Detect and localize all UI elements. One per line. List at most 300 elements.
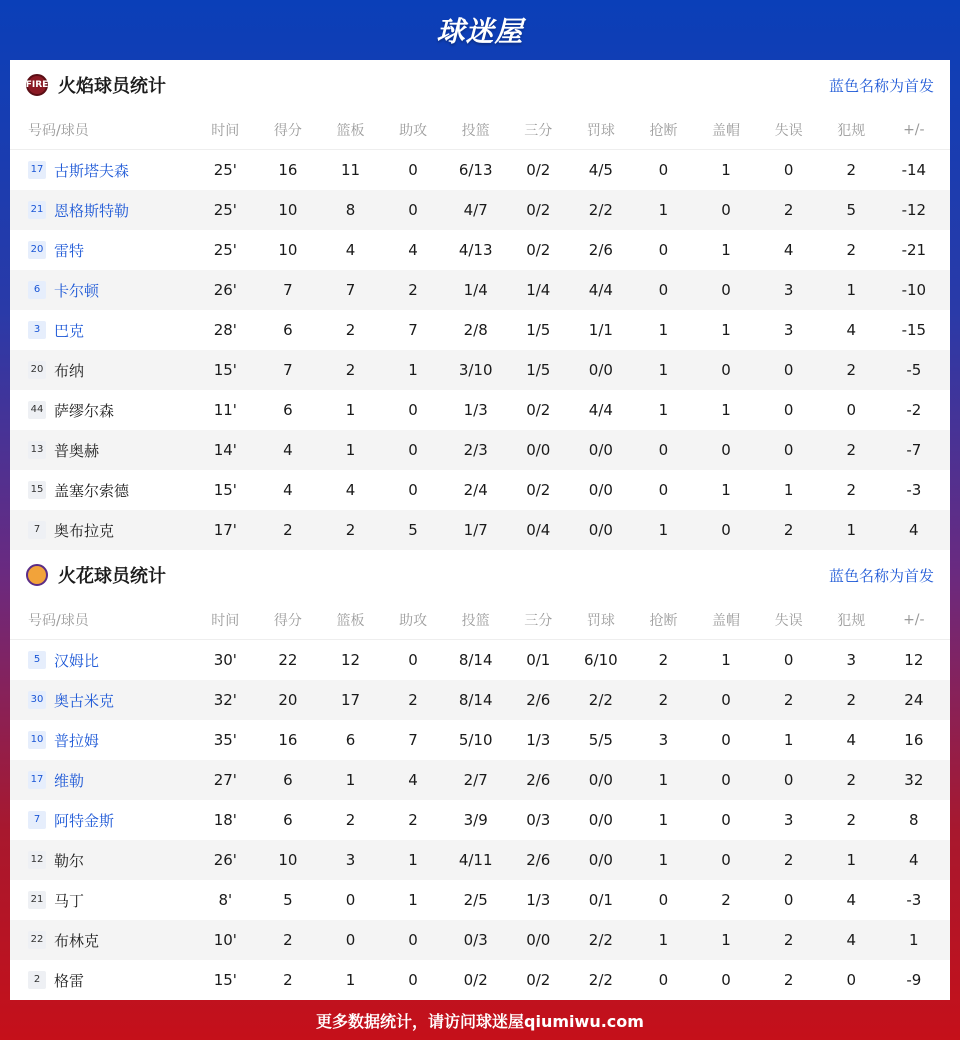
stat-cell: 1 <box>408 361 418 379</box>
site-logo: 球迷屋 <box>436 15 524 48</box>
stat-cell: 2/4 <box>463 481 488 499</box>
player-cell[interactable] <box>10 400 194 421</box>
stat-cell: 0/0 <box>526 931 551 949</box>
stat-cell: 12 <box>904 651 924 669</box>
column-header: 篮板 <box>336 122 365 139</box>
stat-cell: 0 <box>721 811 731 829</box>
stat-cell: -10 <box>901 281 927 299</box>
team-section-sparks <box>10 550 950 1000</box>
stat-cell: 16 <box>278 161 298 179</box>
player-cell[interactable] <box>10 520 194 541</box>
stat-cell: 1 <box>408 851 418 869</box>
player-row[interactable] <box>10 510 950 550</box>
stat-cell: 0 <box>408 201 418 219</box>
stat-cell: 1 <box>721 401 731 419</box>
stat-cell: 0 <box>783 771 794 789</box>
stat-cell: 0 <box>408 401 418 419</box>
stat-cell: 2 <box>846 241 856 259</box>
stat-cell: 32 <box>904 771 924 789</box>
stat-cell: 5/10 <box>458 731 493 749</box>
player-name-link[interactable]: 雷特 <box>54 241 85 260</box>
column-header: +/- <box>903 611 925 628</box>
stat-cell: 0 <box>658 481 669 499</box>
player-row[interactable] <box>10 470 950 510</box>
stat-cell: 30' <box>213 651 237 669</box>
stat-cell: 0 <box>345 931 356 949</box>
column-header: 罚球 <box>586 612 615 629</box>
column-header: 抢断 <box>649 122 678 139</box>
stat-cell: 2 <box>658 691 669 709</box>
stat-cell: 0/0 <box>588 811 613 829</box>
player-row[interactable] <box>10 390 950 430</box>
stat-cell: 1 <box>658 811 669 829</box>
player-row[interactable] <box>10 920 950 960</box>
stat-cell: 4 <box>283 441 293 459</box>
stat-cell: 1/4 <box>463 281 488 299</box>
stat-cell: 8 <box>345 201 356 219</box>
player-row[interactable] <box>10 800 950 840</box>
stat-cell: 12 <box>340 651 361 669</box>
stat-cell: 4 <box>846 321 856 339</box>
stat-cell: 5 <box>846 201 856 219</box>
stat-cell: 3 <box>783 321 794 339</box>
stat-cell: 2 <box>846 691 856 709</box>
stat-cell: 0/2 <box>526 401 551 419</box>
player-cell[interactable] <box>10 240 194 261</box>
table-header-row <box>10 600 950 640</box>
stat-cell: -3 <box>906 481 922 499</box>
jersey-number-badge: 2 <box>28 971 46 989</box>
player-name-link[interactable]: 奥古米克 <box>54 691 115 710</box>
stat-cell: 0/2 <box>526 971 551 989</box>
stat-cell: -12 <box>901 201 927 219</box>
stat-cell: 20 <box>278 691 298 709</box>
stat-cell: 8 <box>909 811 919 829</box>
footer-banner[interactable]: 更多数据统计，请访问球迷屋qiumiwu.com <box>316 1011 644 1031</box>
stat-cell: 26' <box>213 851 237 869</box>
stat-cell: 0 <box>408 651 418 669</box>
stat-cell: -2 <box>906 401 922 419</box>
stat-cell: 0 <box>721 281 731 299</box>
stat-cell: 0 <box>658 161 669 179</box>
stat-cell: 32' <box>213 691 237 709</box>
stat-cell: 0/1 <box>588 891 613 909</box>
jersey-number-badge: 21 <box>28 201 46 219</box>
stat-cell: 2/6 <box>526 691 551 709</box>
player-row[interactable] <box>10 230 950 270</box>
stat-cell: 1/4 <box>526 281 551 299</box>
stat-cell: 2 <box>408 691 418 709</box>
stat-cell: 0/0 <box>588 361 613 379</box>
stat-cell: 18' <box>213 811 237 829</box>
player-cell[interactable] <box>10 280 194 301</box>
stat-cell: 7 <box>408 321 418 339</box>
stat-cell: 4 <box>909 851 919 869</box>
stat-cell: 0/3 <box>463 931 488 949</box>
stat-cell: 1/5 <box>526 361 551 379</box>
stat-cell: 11' <box>213 401 237 419</box>
player-cell[interactable] <box>10 690 194 711</box>
stat-cell: 14' <box>213 441 237 459</box>
stat-cell: 1 <box>658 851 669 869</box>
stat-cell: 2 <box>283 521 293 539</box>
stat-cell: 1 <box>658 201 669 219</box>
jersey-number-badge: 20 <box>28 241 46 259</box>
stat-cell: 1/3 <box>526 891 551 909</box>
stat-cell: 0 <box>721 851 731 869</box>
stat-cell: 0 <box>721 521 731 539</box>
jersey-number-badge: 10 <box>28 731 46 749</box>
player-name-link[interactable]: 维勒 <box>54 771 85 790</box>
section-title-bar <box>10 550 950 600</box>
stat-cell: 4 <box>345 481 356 499</box>
stat-cell: 4/4 <box>588 281 613 299</box>
stat-cell: 25' <box>213 241 237 259</box>
stat-cell: 0 <box>408 161 418 179</box>
stat-cell: 1/3 <box>526 731 551 749</box>
stat-cell: 4/13 <box>458 241 493 259</box>
stat-cell: 2 <box>846 161 856 179</box>
player-row[interactable] <box>10 430 950 470</box>
stat-cell: 27' <box>213 771 237 789</box>
stat-cell: -5 <box>906 361 922 379</box>
stat-cell: 0/0 <box>588 481 613 499</box>
player-cell[interactable] <box>10 440 194 461</box>
stat-cell: 15' <box>213 361 237 379</box>
player-row[interactable] <box>10 840 950 880</box>
stat-cell: 5 <box>408 521 418 539</box>
stat-cell: 0 <box>783 161 794 179</box>
stat-cell: 3/9 <box>463 811 488 829</box>
stat-cell: 5 <box>283 891 293 909</box>
stat-cell: 2 <box>658 651 669 669</box>
stat-cell: 2/6 <box>588 241 613 259</box>
player-name-link[interactable]: 汉姆比 <box>54 651 100 670</box>
column-header: 犯规 <box>837 612 866 629</box>
column-header: 时间 <box>211 612 240 629</box>
column-header: 盖帽 <box>712 122 741 139</box>
stat-cell: 0/2 <box>526 201 551 219</box>
jersey-number-badge: 6 <box>28 281 46 299</box>
column-header: 三分 <box>524 122 553 139</box>
stat-cell: 1 <box>909 931 919 949</box>
player-row[interactable] <box>10 760 950 800</box>
stat-cell: 0 <box>783 401 794 419</box>
sparks-team-logo-icon <box>26 564 48 586</box>
player-row[interactable] <box>10 270 950 310</box>
column-header: 得分 <box>273 122 302 139</box>
stat-cell: 3 <box>783 281 794 299</box>
stat-cell: 1 <box>846 851 856 869</box>
app-header <box>0 0 960 60</box>
stat-cell: 1 <box>721 481 731 499</box>
stat-cell: 6/13 <box>458 161 493 179</box>
jersey-number-badge: 30 <box>28 691 46 709</box>
stat-cell: 6 <box>283 811 293 829</box>
stat-cell: 0 <box>721 361 731 379</box>
player-cell[interactable] <box>10 480 194 501</box>
stat-cell: 0 <box>721 731 731 749</box>
stats-panel <box>10 60 950 1000</box>
stat-cell: -21 <box>901 241 927 259</box>
stat-cell: 6 <box>283 771 293 789</box>
jersey-number-badge: 7 <box>28 811 46 829</box>
stat-cell: 2 <box>783 931 794 949</box>
stat-cell: 16 <box>904 731 924 749</box>
player-name-link[interactable]: 恩格斯特勒 <box>54 201 130 220</box>
stat-cell: 1 <box>721 651 731 669</box>
stat-cell: 0 <box>721 691 731 709</box>
jersey-number-badge: 22 <box>28 931 46 949</box>
section-title-bar <box>10 60 950 110</box>
stat-cell: 0 <box>846 401 856 419</box>
jersey-number-badge: 17 <box>28 161 46 179</box>
player-name-link[interactable]: 萨缪尔森 <box>54 401 115 420</box>
column-header: 投篮 <box>461 122 490 139</box>
stat-cell: 2/2 <box>588 971 613 989</box>
stat-cell: 0/4 <box>526 521 551 539</box>
stat-cell: 2 <box>846 811 856 829</box>
column-header: 号码/球员 <box>28 122 89 139</box>
stat-cell: 0 <box>408 971 418 989</box>
stat-cell: 1 <box>658 321 669 339</box>
player-row[interactable] <box>10 150 950 190</box>
stat-cell: 0/2 <box>526 161 551 179</box>
player-row[interactable] <box>10 350 950 390</box>
stat-cell: 0 <box>408 931 418 949</box>
stat-cell: 0 <box>721 771 731 789</box>
stat-cell: 15' <box>213 971 237 989</box>
stat-cell: 0/2 <box>526 241 551 259</box>
column-header: 三分 <box>524 612 553 629</box>
stat-cell: 3 <box>783 811 794 829</box>
player-row[interactable] <box>10 960 950 1000</box>
stat-cell: 0/3 <box>526 811 551 829</box>
column-header: 篮板 <box>336 612 365 629</box>
stat-cell: 35' <box>213 731 237 749</box>
stat-cell: 0/0 <box>588 771 613 789</box>
stat-cell: 0 <box>783 361 794 379</box>
stat-cell: 0/2 <box>463 971 488 989</box>
stat-cell: 2/7 <box>463 771 488 789</box>
stat-cell: 25' <box>213 161 237 179</box>
stat-cell: 0 <box>408 441 418 459</box>
player-name-link[interactable]: 奥布拉克 <box>54 521 115 540</box>
column-header: 投篮 <box>461 612 490 629</box>
jersey-number-badge: 20 <box>28 361 46 379</box>
starter-legend-note: 蓝色名称为首发 <box>828 76 934 95</box>
stat-cell: 2 <box>345 361 356 379</box>
player-cell[interactable] <box>10 360 194 381</box>
stat-cell: 4 <box>846 891 856 909</box>
stat-cell: 3 <box>345 851 356 869</box>
stat-cell: 3/10 <box>458 361 493 379</box>
stat-cell: 0 <box>658 441 669 459</box>
player-cell[interactable] <box>10 730 194 751</box>
stat-cell: 2 <box>846 481 856 499</box>
player-row[interactable] <box>10 680 950 720</box>
stat-cell: 4 <box>408 771 418 789</box>
stat-cell: 2 <box>345 321 356 339</box>
stat-cell: 1 <box>658 401 669 419</box>
stat-cell: 0/0 <box>588 851 613 869</box>
player-name-link[interactable]: 马丁 <box>54 891 85 910</box>
column-header: 抢断 <box>649 612 678 629</box>
stat-cell: 1 <box>345 401 356 419</box>
jersey-number-badge: 3 <box>28 321 46 339</box>
stat-cell: 15' <box>213 481 237 499</box>
column-header: 得分 <box>273 612 302 629</box>
stat-cell: 10 <box>278 241 298 259</box>
jersey-number-badge: 5 <box>28 651 46 669</box>
stat-cell: 4 <box>345 241 356 259</box>
stat-cell: 1 <box>345 441 356 459</box>
player-name-link[interactable]: 普奥赫 <box>54 441 100 460</box>
stat-cell: 0 <box>721 971 731 989</box>
player-cell[interactable] <box>10 970 194 991</box>
stat-cell: -15 <box>901 321 927 339</box>
player-name-link[interactable]: 古斯塔夫森 <box>54 161 130 180</box>
column-header: 失误 <box>774 612 803 629</box>
stat-cell: 1 <box>345 971 356 989</box>
stat-cell: 2 <box>283 971 293 989</box>
stat-cell: 1 <box>345 771 356 789</box>
stat-cell: 4/5 <box>588 161 613 179</box>
stat-cell: 4/4 <box>588 401 613 419</box>
stat-cell: 4/7 <box>463 201 488 219</box>
stat-cell: 2 <box>783 201 794 219</box>
player-name-link[interactable]: 盖塞尔索德 <box>54 481 130 500</box>
player-cell[interactable] <box>10 810 194 831</box>
player-row[interactable] <box>10 640 950 680</box>
stat-cell: 2 <box>783 851 794 869</box>
stat-cell: 11 <box>340 161 361 179</box>
player-name-link[interactable]: 格雷 <box>54 971 85 990</box>
player-cell[interactable] <box>10 320 194 341</box>
stat-cell: 25' <box>213 201 237 219</box>
stat-cell: 2 <box>345 811 356 829</box>
stat-cell: 1 <box>846 521 856 539</box>
stat-cell: 2 <box>846 441 856 459</box>
stat-cell: 1 <box>783 731 794 749</box>
column-header: 犯规 <box>837 122 866 139</box>
player-name-link[interactable]: 卡尔顿 <box>54 281 100 300</box>
stat-cell: 0 <box>721 441 731 459</box>
stat-cell: 0 <box>721 201 731 219</box>
player-name-link[interactable]: 布林克 <box>54 931 100 950</box>
stat-cell: 2/6 <box>526 851 551 869</box>
stat-cell: 0 <box>408 481 418 499</box>
stat-cell: 7 <box>345 281 356 299</box>
stat-cell: 4 <box>846 731 856 749</box>
jersey-number-badge: 44 <box>28 401 46 419</box>
jersey-number-badge: 17 <box>28 771 46 789</box>
stat-cell: 0 <box>783 441 794 459</box>
stat-cell: 0 <box>658 281 669 299</box>
stat-cell: 3 <box>846 651 856 669</box>
stat-cell: 2 <box>721 891 731 909</box>
stat-cell: 1/1 <box>588 321 613 339</box>
stat-cell: 6 <box>345 731 356 749</box>
starter-legend-note: 蓝色名称为首发 <box>828 566 934 585</box>
section-title: 火焰球员统计 <box>58 76 166 97</box>
stat-cell: 8/14 <box>458 651 493 669</box>
jersey-number-badge: 12 <box>28 851 46 869</box>
stat-cell: 7 <box>283 281 293 299</box>
player-cell[interactable] <box>10 160 194 181</box>
stat-cell: 2 <box>846 361 856 379</box>
stat-cell: -14 <box>901 161 927 179</box>
column-header: 失误 <box>774 122 803 139</box>
stat-cell: 2 <box>783 691 794 709</box>
player-name-link[interactable]: 普拉姆 <box>54 731 100 750</box>
player-row[interactable] <box>10 310 950 350</box>
stat-cell: 1 <box>721 161 731 179</box>
player-name-link[interactable]: 阿特金斯 <box>54 811 115 830</box>
player-name-link[interactable]: 巴克 <box>54 321 85 340</box>
stat-cell: 1 <box>658 771 669 789</box>
stat-cell: 2/8 <box>463 321 488 339</box>
jersey-number-badge: 15 <box>28 481 46 499</box>
player-cell[interactable] <box>10 930 194 951</box>
stat-cell: 4 <box>283 481 293 499</box>
column-header: 罚球 <box>586 122 615 139</box>
stat-cell: 0 <box>783 891 794 909</box>
column-header: 助攻 <box>399 612 428 629</box>
stat-cell: 2 <box>408 281 418 299</box>
player-cell[interactable] <box>10 850 194 871</box>
player-row[interactable] <box>10 720 950 760</box>
player-cell[interactable] <box>10 650 194 671</box>
player-cell[interactable] <box>10 770 194 791</box>
stat-cell: -3 <box>906 891 922 909</box>
column-header: 盖帽 <box>712 612 741 629</box>
stat-cell: 1 <box>658 521 669 539</box>
stat-cell: 0/2 <box>526 481 551 499</box>
player-row[interactable] <box>10 190 950 230</box>
stat-cell: 2/3 <box>463 441 488 459</box>
stat-cell: 1 <box>721 931 731 949</box>
stat-cell: 2/2 <box>588 691 613 709</box>
stat-cell: 2 <box>783 971 794 989</box>
stat-cell: 2/5 <box>463 891 488 909</box>
player-cell[interactable] <box>10 890 194 911</box>
jersey-number-badge: 7 <box>28 521 46 539</box>
stat-cell: 1/5 <box>526 321 551 339</box>
stat-cell: 4/11 <box>458 851 493 869</box>
table-header-row <box>10 110 950 150</box>
player-name-link[interactable]: 勒尔 <box>54 851 85 870</box>
stat-cell: 2/2 <box>588 201 613 219</box>
player-row[interactable] <box>10 880 950 920</box>
stat-cell: 0/0 <box>588 521 613 539</box>
stat-cell: 1 <box>721 321 731 339</box>
jersey-number-badge: 13 <box>28 441 46 459</box>
stat-cell: 6 <box>283 401 293 419</box>
player-cell[interactable] <box>10 200 194 221</box>
column-header: 时间 <box>211 122 240 139</box>
stat-cell: 6/10 <box>584 651 618 669</box>
stat-cell: 10 <box>278 201 298 219</box>
stat-cell: 24 <box>904 691 924 709</box>
section-title: 火花球员统计 <box>58 566 166 587</box>
stat-cell: 4 <box>909 521 919 539</box>
stat-cell: 4 <box>783 241 794 259</box>
stat-cell: 17 <box>340 691 361 709</box>
player-name-link[interactable]: 布纳 <box>54 361 85 380</box>
stat-cell: 8' <box>218 891 233 909</box>
stat-cell: 10 <box>278 851 298 869</box>
